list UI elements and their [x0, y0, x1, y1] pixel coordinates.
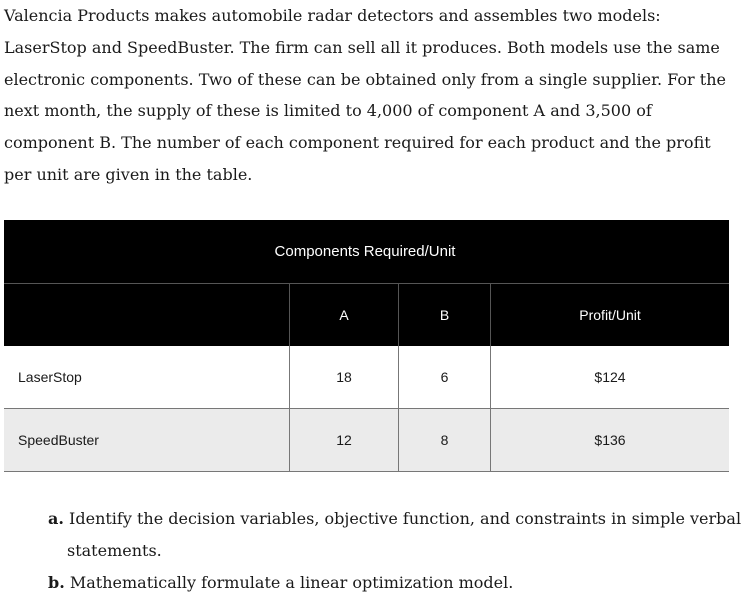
product-name: SpeedBuster [18, 432, 99, 448]
question-a-marker: a. [48, 509, 64, 528]
intro-line: electronic components. Two of these can be obtained only from a single supplier. For the [4, 69, 726, 89]
product-name: LaserStop [18, 369, 82, 385]
table-column-header-row [4, 283, 729, 346]
question-a [48, 503, 741, 535]
question-b-text: Mathematically formulate a linear optimization model. [69, 573, 514, 592]
table-group-header-row [4, 220, 729, 283]
question-b [48, 567, 513, 599]
question-a-continuation: statements. [67, 541, 162, 560]
table-row [4, 409, 729, 472]
intro-line: component B. The number of each component required for each product and the profit [4, 133, 711, 153]
profit-value: $136 [490, 409, 729, 471]
question-b-marker: b. [48, 573, 65, 592]
component-a-value: 18 [289, 346, 398, 408]
intro-line: per unit are given in the table. [4, 164, 253, 184]
intro-line: next month, the supply of these is limited to 4,000 of component A and 3,500 of [4, 101, 652, 121]
column-header-a: A [289, 283, 398, 346]
column-header-profit: Profit/Unit [490, 283, 729, 346]
problem-statement [4, 0, 732, 191]
component-b-value: 8 [398, 409, 490, 471]
intro-line: LaserStop and SpeedBuster. The firm can sell all it produces. Both models use the same [4, 37, 720, 57]
column-header-b: B [398, 283, 490, 346]
components-table [4, 220, 729, 473]
intro-line: Valencia Products makes automobile radar detectors and assembles two models: [4, 6, 661, 25]
component-b-value: 6 [398, 346, 490, 408]
table-row [4, 346, 729, 409]
component-a-value: 12 [289, 409, 398, 471]
group-header: Components Required/Unit [274, 243, 456, 260]
profit-value: $124 [490, 346, 729, 408]
question-a-text: Identify the decision variables, objective function, and constraints in simple verbal [69, 509, 742, 528]
